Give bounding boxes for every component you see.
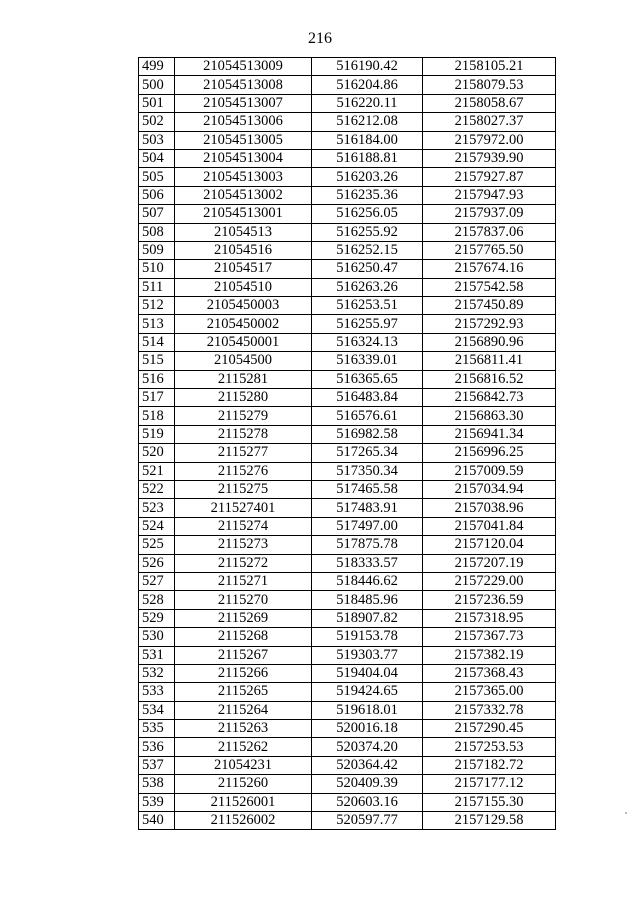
- point-id-cell: 211526002: [175, 812, 312, 830]
- y-coordinate-cell: 2157450.89: [423, 297, 556, 315]
- table-row: [139, 333, 556, 351]
- y-coordinate-cell: 2157038.96: [423, 499, 556, 517]
- row-number-cell: 519: [139, 425, 175, 443]
- row-number-cell: 535: [139, 720, 175, 738]
- row-number-cell: 517: [139, 389, 175, 407]
- x-coordinate-cell: 516220.11: [312, 94, 423, 112]
- point-id-cell: 21054513008: [175, 76, 312, 94]
- point-id-cell: 2115267: [175, 646, 312, 664]
- point-id-cell: 2115264: [175, 701, 312, 719]
- y-coordinate-cell: 2157927.87: [423, 168, 556, 186]
- x-coordinate-cell: 520603.16: [312, 793, 423, 811]
- table-row: [139, 738, 556, 756]
- y-coordinate-cell: 2157972.00: [423, 131, 556, 149]
- point-id-cell: 2105450002: [175, 315, 312, 333]
- y-coordinate-cell: 2157542.58: [423, 278, 556, 296]
- row-number-cell: 538: [139, 775, 175, 793]
- x-coordinate-cell: 516184.00: [312, 131, 423, 149]
- table-row: [139, 683, 556, 701]
- point-id-cell: 21054513005: [175, 131, 312, 149]
- row-number-cell: 526: [139, 554, 175, 572]
- y-coordinate-cell: 2157367.73: [423, 628, 556, 646]
- row-number-cell: 540: [139, 812, 175, 830]
- row-number-cell: 500: [139, 76, 175, 94]
- x-coordinate-cell: 520409.39: [312, 775, 423, 793]
- point-id-cell: 21054517: [175, 260, 312, 278]
- y-coordinate-cell: 2157041.84: [423, 517, 556, 535]
- point-id-cell: 21054500: [175, 352, 312, 370]
- row-number-cell: 502: [139, 113, 175, 131]
- point-id-cell: 2115263: [175, 720, 312, 738]
- table-row: [139, 186, 556, 204]
- table-row: [139, 241, 556, 259]
- row-number-cell: 504: [139, 149, 175, 167]
- x-coordinate-cell: 517465.58: [312, 480, 423, 498]
- x-coordinate-cell: 519404.04: [312, 664, 423, 682]
- table-row: [139, 168, 556, 186]
- point-id-cell: 21054516: [175, 241, 312, 259]
- scan-speck: [625, 812, 627, 814]
- row-number-cell: 501: [139, 94, 175, 112]
- table-row: [139, 462, 556, 480]
- table-body: [139, 58, 556, 830]
- point-id-cell: 2115273: [175, 536, 312, 554]
- table-row: [139, 664, 556, 682]
- x-coordinate-cell: 519424.65: [312, 683, 423, 701]
- row-number-cell: 509: [139, 241, 175, 259]
- table-row: [139, 407, 556, 425]
- row-number-cell: 521: [139, 462, 175, 480]
- row-number-cell: 505: [139, 168, 175, 186]
- row-number-cell: 503: [139, 131, 175, 149]
- x-coordinate-cell: 517483.91: [312, 499, 423, 517]
- point-id-cell: 2115265: [175, 683, 312, 701]
- row-number-cell: 532: [139, 664, 175, 682]
- y-coordinate-cell: 2157318.95: [423, 609, 556, 627]
- row-number-cell: 539: [139, 793, 175, 811]
- point-id-cell: 2115271: [175, 572, 312, 590]
- point-id-cell: 2115275: [175, 480, 312, 498]
- point-id-cell: 2105450001: [175, 333, 312, 351]
- table-row: [139, 646, 556, 664]
- x-coordinate-cell: 520016.18: [312, 720, 423, 738]
- x-coordinate-cell: 519153.78: [312, 628, 423, 646]
- x-coordinate-cell: 516483.84: [312, 389, 423, 407]
- x-coordinate-cell: 516235.36: [312, 186, 423, 204]
- x-coordinate-cell: 516982.58: [312, 425, 423, 443]
- row-number-cell: 499: [139, 58, 175, 76]
- table-row: [139, 812, 556, 830]
- y-coordinate-cell: 2158079.53: [423, 76, 556, 94]
- x-coordinate-cell: 518446.62: [312, 572, 423, 590]
- point-id-cell: 21054513007: [175, 94, 312, 112]
- table-row: [139, 720, 556, 738]
- x-coordinate-cell: 516250.47: [312, 260, 423, 278]
- y-coordinate-cell: 2157332.78: [423, 701, 556, 719]
- row-number-cell: 523: [139, 499, 175, 517]
- row-number-cell: 527: [139, 572, 175, 590]
- y-coordinate-cell: 2157177.12: [423, 775, 556, 793]
- point-id-cell: 21054513004: [175, 149, 312, 167]
- table-row: [139, 480, 556, 498]
- y-coordinate-cell: 2157229.00: [423, 572, 556, 590]
- point-id-cell: 2105450003: [175, 297, 312, 315]
- row-number-cell: 508: [139, 223, 175, 241]
- table-row: [139, 536, 556, 554]
- point-id-cell: 21054513001: [175, 205, 312, 223]
- x-coordinate-cell: 516188.81: [312, 149, 423, 167]
- row-number-cell: 537: [139, 756, 175, 774]
- x-coordinate-cell: 520374.20: [312, 738, 423, 756]
- y-coordinate-cell: 2157009.59: [423, 462, 556, 480]
- x-coordinate-cell: 516190.42: [312, 58, 423, 76]
- point-id-cell: 21054513003: [175, 168, 312, 186]
- point-id-cell: 2115262: [175, 738, 312, 756]
- table-row: [139, 591, 556, 609]
- point-id-cell: 2115274: [175, 517, 312, 535]
- y-coordinate-cell: 2157939.90: [423, 149, 556, 167]
- row-number-cell: 514: [139, 333, 175, 351]
- table-row: [139, 297, 556, 315]
- y-coordinate-cell: 2157837.06: [423, 223, 556, 241]
- x-coordinate-cell: 517265.34: [312, 444, 423, 462]
- row-number-cell: 536: [139, 738, 175, 756]
- point-id-cell: 2115279: [175, 407, 312, 425]
- x-coordinate-cell: 516252.15: [312, 241, 423, 259]
- x-coordinate-cell: 517350.34: [312, 462, 423, 480]
- x-coordinate-cell: 516339.01: [312, 352, 423, 370]
- row-number-cell: 520: [139, 444, 175, 462]
- point-id-cell: 211527401: [175, 499, 312, 517]
- y-coordinate-cell: 2157236.59: [423, 591, 556, 609]
- y-coordinate-cell: 2157120.04: [423, 536, 556, 554]
- y-coordinate-cell: 2157382.19: [423, 646, 556, 664]
- y-coordinate-cell: 2158027.37: [423, 113, 556, 131]
- table-row: [139, 517, 556, 535]
- y-coordinate-cell: 2156996.25: [423, 444, 556, 462]
- table-row: [139, 554, 556, 572]
- y-coordinate-cell: 2157937.09: [423, 205, 556, 223]
- point-id-cell: 2115272: [175, 554, 312, 572]
- point-id-cell: 21054513006: [175, 113, 312, 131]
- y-coordinate-cell: 2157947.93: [423, 186, 556, 204]
- point-id-cell: 21054513002: [175, 186, 312, 204]
- x-coordinate-cell: 516203.26: [312, 168, 423, 186]
- row-number-cell: 511: [139, 278, 175, 296]
- x-coordinate-cell: 516256.05: [312, 205, 423, 223]
- table-row: [139, 756, 556, 774]
- x-coordinate-cell: 518485.96: [312, 591, 423, 609]
- point-id-cell: 21054231: [175, 756, 312, 774]
- y-coordinate-cell: 2157034.94: [423, 480, 556, 498]
- row-number-cell: 506: [139, 186, 175, 204]
- row-number-cell: 533: [139, 683, 175, 701]
- row-number-cell: 531: [139, 646, 175, 664]
- y-coordinate-cell: 2158105.21: [423, 58, 556, 76]
- y-coordinate-cell: 2157674.16: [423, 260, 556, 278]
- point-id-cell: 2115277: [175, 444, 312, 462]
- row-number-cell: 534: [139, 701, 175, 719]
- y-coordinate-cell: 2157765.50: [423, 241, 556, 259]
- row-number-cell: 518: [139, 407, 175, 425]
- y-coordinate-cell: 2157290.45: [423, 720, 556, 738]
- point-id-cell: 2115270: [175, 591, 312, 609]
- y-coordinate-cell: 2156816.52: [423, 370, 556, 388]
- table-row: [139, 425, 556, 443]
- row-number-cell: 524: [139, 517, 175, 535]
- y-coordinate-cell: 2156941.34: [423, 425, 556, 443]
- y-coordinate-cell: 2156811.41: [423, 352, 556, 370]
- x-coordinate-cell: 516204.86: [312, 76, 423, 94]
- table-row: [139, 58, 556, 76]
- table-row: [139, 76, 556, 94]
- table-row: [139, 609, 556, 627]
- y-coordinate-cell: 2156863.30: [423, 407, 556, 425]
- table-row: [139, 370, 556, 388]
- x-coordinate-cell: 519618.01: [312, 701, 423, 719]
- point-id-cell: 2115266: [175, 664, 312, 682]
- y-coordinate-cell: 2157155.30: [423, 793, 556, 811]
- x-coordinate-cell: 517875.78: [312, 536, 423, 554]
- x-coordinate-cell: 516263.26: [312, 278, 423, 296]
- point-id-cell: 211526001: [175, 793, 312, 811]
- y-coordinate-cell: 2156842.73: [423, 389, 556, 407]
- y-coordinate-cell: 2157207.19: [423, 554, 556, 572]
- row-number-cell: 522: [139, 480, 175, 498]
- x-coordinate-cell: 516365.65: [312, 370, 423, 388]
- row-number-cell: 529: [139, 609, 175, 627]
- row-number-cell: 507: [139, 205, 175, 223]
- table-row: [139, 131, 556, 149]
- x-coordinate-cell: 516324.13: [312, 333, 423, 351]
- y-coordinate-cell: 2157365.00: [423, 683, 556, 701]
- x-coordinate-cell: 516253.51: [312, 297, 423, 315]
- point-id-cell: 2115268: [175, 628, 312, 646]
- table-row: [139, 572, 556, 590]
- point-id-cell: 2115269: [175, 609, 312, 627]
- row-number-cell: 515: [139, 352, 175, 370]
- table-row: [139, 113, 556, 131]
- row-number-cell: 512: [139, 297, 175, 315]
- point-id-cell: 21054510: [175, 278, 312, 296]
- y-coordinate-cell: 2157253.53: [423, 738, 556, 756]
- table-row: [139, 352, 556, 370]
- point-id-cell: 2115281: [175, 370, 312, 388]
- page-number: 216: [308, 30, 332, 47]
- table-row: [139, 149, 556, 167]
- x-coordinate-cell: 516255.92: [312, 223, 423, 241]
- x-coordinate-cell: 520364.42: [312, 756, 423, 774]
- table-row: [139, 278, 556, 296]
- point-id-cell: 21054513009: [175, 58, 312, 76]
- y-coordinate-cell: 2157129.58: [423, 812, 556, 830]
- row-number-cell: 530: [139, 628, 175, 646]
- y-coordinate-cell: 2156890.96: [423, 333, 556, 351]
- point-id-cell: 2115260: [175, 775, 312, 793]
- x-coordinate-cell: 518333.57: [312, 554, 423, 572]
- point-id-cell: 21054513: [175, 223, 312, 241]
- x-coordinate-cell: 518907.82: [312, 609, 423, 627]
- x-coordinate-cell: 517497.00: [312, 517, 423, 535]
- table-row: [139, 628, 556, 646]
- table-row: [139, 793, 556, 811]
- point-id-cell: 2115276: [175, 462, 312, 480]
- table-row: [139, 260, 556, 278]
- x-coordinate-cell: 519303.77: [312, 646, 423, 664]
- x-coordinate-cell: 520597.77: [312, 812, 423, 830]
- y-coordinate-cell: 2158058.67: [423, 94, 556, 112]
- row-number-cell: 510: [139, 260, 175, 278]
- point-id-cell: 2115278: [175, 425, 312, 443]
- table-row: [139, 223, 556, 241]
- coordinates-table: [138, 57, 556, 830]
- table-row: [139, 444, 556, 462]
- row-number-cell: 513: [139, 315, 175, 333]
- table-row: [139, 94, 556, 112]
- y-coordinate-cell: 2157182.72: [423, 756, 556, 774]
- x-coordinate-cell: 516576.61: [312, 407, 423, 425]
- row-number-cell: 525: [139, 536, 175, 554]
- table-row: [139, 205, 556, 223]
- y-coordinate-cell: 2157292.93: [423, 315, 556, 333]
- table-row: [139, 389, 556, 407]
- point-id-cell: 2115280: [175, 389, 312, 407]
- x-coordinate-cell: 516212.08: [312, 113, 423, 131]
- y-coordinate-cell: 2157368.43: [423, 664, 556, 682]
- table-row: [139, 499, 556, 517]
- x-coordinate-cell: 516255.97: [312, 315, 423, 333]
- row-number-cell: 528: [139, 591, 175, 609]
- table-row: [139, 315, 556, 333]
- table-row: [139, 775, 556, 793]
- row-number-cell: 516: [139, 370, 175, 388]
- table-row: [139, 701, 556, 719]
